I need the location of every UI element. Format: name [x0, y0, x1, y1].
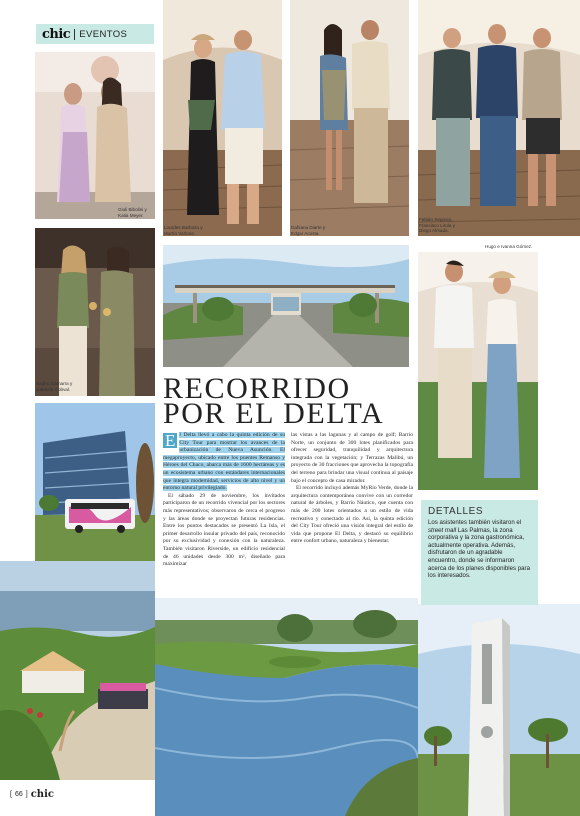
caption-fabian-francisco-diego: Fabián Segovia, Francisco Lirola y Diego Almada. [419, 217, 455, 234]
details-box [421, 500, 538, 605]
footer-brand-logo: chic [30, 789, 54, 800]
photo-giuli-katia [35, 52, 155, 219]
paragraph-text: l Delta llevó a cabo la quinta edición de su City Tour para mostrar los avances de la urbanización de Nueva Asunción. El megaproyecto, ubicado entre los puentes Remanso y Héroes del Chaco, abarca más de 1600 hectáreas y es un ecosistema urbano con estándares internacionales que integra modernidad, servicios de alto nivel y un entorno natural privilegiado. [163, 432, 285, 492]
brand-logo: chic [42, 26, 71, 42]
caption-dahiana-edgar: Dahiana Diarte y Edgar Acosta. [291, 225, 326, 236]
section-header [36, 24, 154, 44]
caption-giuli-katia: Giuli Bibolini y Katia Meyer. [118, 207, 147, 218]
photo-monument [418, 604, 580, 816]
photo-fabian-francisco-diego [418, 0, 580, 236]
photo-hugo-ivanna [418, 252, 538, 490]
article-paragraph: El sábado 29 de noviembre, los invitados participaron de un recorrido vivencial por los sectores más representativos; observaron de cerca el progreso y las áreas donde se proyectan futuras residencias. Entre los puntos destacados se presentó La Isla, el primer desarrollo insular privado del país, reconocido por su exclusividad y conexión con la naturaleza. También visitaron Riverside, un edificio residencial de 46 unidades desde 300 m², diseñado para maximizar [163, 492, 285, 568]
article-column-2 [291, 432, 413, 546]
caption-hugo-ivanna: Hugo e Ivanna Gómez. [485, 244, 533, 249]
photo-entrance-gate [163, 245, 409, 367]
article-headline [163, 372, 418, 430]
bracket-right: ] [25, 791, 28, 798]
photo-lake [155, 598, 418, 816]
article-paragraph: las vistas a las lagunas y al campo de golf; Barrio Norte, un conjunto de 300 lotes planificados para ofrecer seguridad, tranquilidad y arquitectura integrada con la vegetación; y Terrazas Malibú, un proyecto de 30 fracciones que aprovecha la topografía del terreno para brindar una visual continua al paisaje bajo el concepto de casa mirador. [291, 432, 413, 484]
article-column-1 [163, 432, 285, 569]
photo-building-bus [35, 403, 155, 561]
photo-aerial-tent [0, 561, 155, 780]
page-footer [10, 789, 54, 800]
article-paragraph [163, 432, 285, 493]
details-text: Los asistentes también visitaron el street mall Las Palmas, la zona corporativa y la zona gastronómica, actualmente operativa. Además, disfrutaron de un agradable encuentro, donde se informaron acerca de los planes disponibles para los interesados. [428, 519, 530, 580]
headline-line-2: POR EL DELTA [163, 397, 385, 430]
photo-dahiana-edgar [290, 0, 409, 236]
page-number: 66 [14, 791, 23, 798]
article-paragraph: El recorrido incluyó además MyRío Verde, donde la arquitectura contemporánea convive con un corredor natural de árboles, y Barrio Náutico, que cuenta con más de 200 lotes orientados a un estilo de vida recreativo y conectado al río. Así, la quinta edición del City Tour ofreció una visión integral del estilo de vida que propone El Delta, y destacó su equilibrio entre confort urbano, naturaleza y bienestar. [291, 485, 413, 545]
headline-line-1: RECORRIDO [163, 372, 351, 405]
details-italic: street mall [428, 526, 457, 534]
section-title: EVENTOS [79, 28, 128, 40]
caption-lourdes-martin: Lourdes Barboza y Martín Varlone. [164, 225, 203, 236]
details-title: DETALLES [428, 506, 484, 517]
caption-sadhu-gabriela: Sadhu Gamarra y Gabriela Cobval. [36, 381, 73, 392]
photo-sadhu-gabriela [35, 228, 155, 396]
drop-cap: E [165, 431, 176, 450]
header-divider [74, 29, 75, 40]
photo-lourdes-martin [163, 0, 282, 236]
bracket-left: [ [10, 791, 12, 798]
